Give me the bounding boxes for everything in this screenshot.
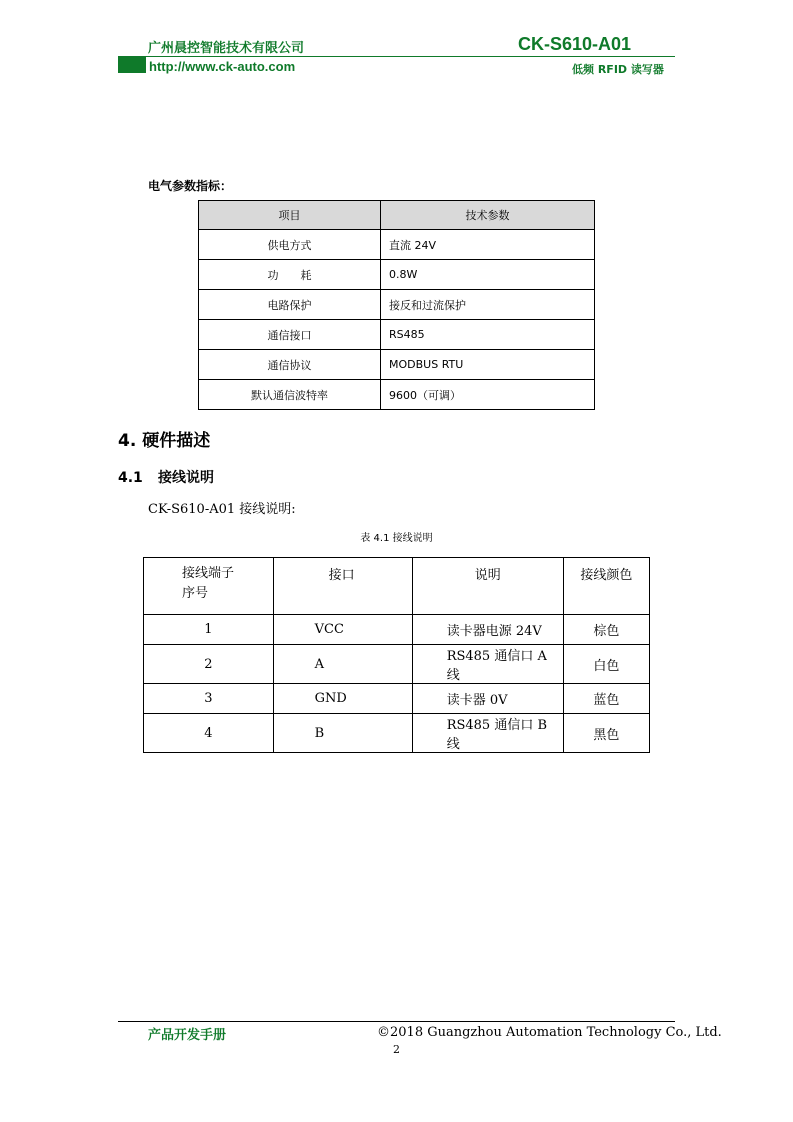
table-row xyxy=(199,230,595,260)
table-row xyxy=(144,645,650,684)
param-name: 功 耗 xyxy=(199,260,381,290)
port-description: RS485 通信口 B 线 xyxy=(412,714,563,753)
wiring-intro-text: CK-S610-A01 接线说明: xyxy=(148,502,296,517)
column-header xyxy=(144,558,274,615)
table-header-row xyxy=(199,201,595,230)
table-row xyxy=(199,260,595,290)
wiring-table xyxy=(143,557,650,753)
footer-divider xyxy=(118,1021,675,1022)
port-name: A xyxy=(273,645,412,684)
param-value: MODBUS RTU xyxy=(381,350,595,380)
table-row xyxy=(199,290,595,320)
param-value: RS485 xyxy=(381,320,595,350)
subsection-heading xyxy=(118,467,214,487)
table-header-row xyxy=(144,558,650,615)
header-company-name: 广州晨控智能技术有限公司 xyxy=(148,41,305,56)
terminal-number: 1 xyxy=(144,615,274,645)
subsection-title: 接线说明 xyxy=(158,470,214,486)
terminal-number: 3 xyxy=(144,684,274,714)
electrical-params-title: 电气参数指标： xyxy=(148,179,233,193)
param-value: 直流 24V xyxy=(381,230,595,260)
param-name: 通信接口 xyxy=(199,320,381,350)
param-value: 0.8W xyxy=(381,260,595,290)
wire-color: 棕色 xyxy=(563,615,649,645)
port-name: B xyxy=(273,714,412,753)
page-number: 2 xyxy=(393,1043,400,1056)
header-model-number: CK-S610-A01 xyxy=(518,34,632,54)
terminal-number: 4 xyxy=(144,714,274,753)
subsection-number: 4.1 xyxy=(118,470,143,486)
table-row xyxy=(199,320,595,350)
column-header: 接口 xyxy=(273,558,412,615)
section-heading: 4. 硬件描述 xyxy=(118,431,211,451)
terminal-header-text: 接线端子序号 xyxy=(182,566,235,601)
electrical-params-table xyxy=(198,200,595,410)
param-name: 电路保护 xyxy=(199,290,381,320)
footer-manual-title: 产品开发手册 xyxy=(148,1028,227,1043)
table-row xyxy=(144,684,650,714)
param-name: 供电方式 xyxy=(199,230,381,260)
header-website-link[interactable]: http://www.ck-auto.com xyxy=(149,59,296,74)
header-product-subtitle: 低频 RFID 读写器 xyxy=(572,63,664,76)
port-description: RS485 通信口 A 线 xyxy=(412,645,563,684)
header-divider xyxy=(118,56,675,57)
header-green-block xyxy=(118,56,146,73)
param-name: 默认通信波特率 xyxy=(199,380,381,410)
table-row xyxy=(199,350,595,380)
wire-color: 白色 xyxy=(563,645,649,684)
port-description: 读卡器 0V xyxy=(412,684,563,714)
column-header: 技术参数 xyxy=(381,201,595,230)
table-caption: 表 4.1 接线说明 xyxy=(360,533,433,544)
port-name: VCC xyxy=(273,615,412,645)
table-row xyxy=(144,714,650,753)
param-value: 接反和过流保护 xyxy=(381,290,595,320)
column-header: 接线颜色 xyxy=(563,558,649,615)
port-name: GND xyxy=(273,684,412,714)
column-header: 说明 xyxy=(412,558,563,615)
footer-copyright: ©2018 Guangzhou Automation Technology Co., Ltd. xyxy=(377,1025,722,1040)
terminal-number: 2 xyxy=(144,645,274,684)
param-value: 9600（可调） xyxy=(381,380,595,410)
table-row xyxy=(144,615,650,645)
param-name: 通信协议 xyxy=(199,350,381,380)
port-description: 读卡器电源 24V xyxy=(412,615,563,645)
wire-color: 黑色 xyxy=(563,714,649,753)
table-row xyxy=(199,380,595,410)
column-header: 项目 xyxy=(199,201,381,230)
wire-color: 蓝色 xyxy=(563,684,649,714)
